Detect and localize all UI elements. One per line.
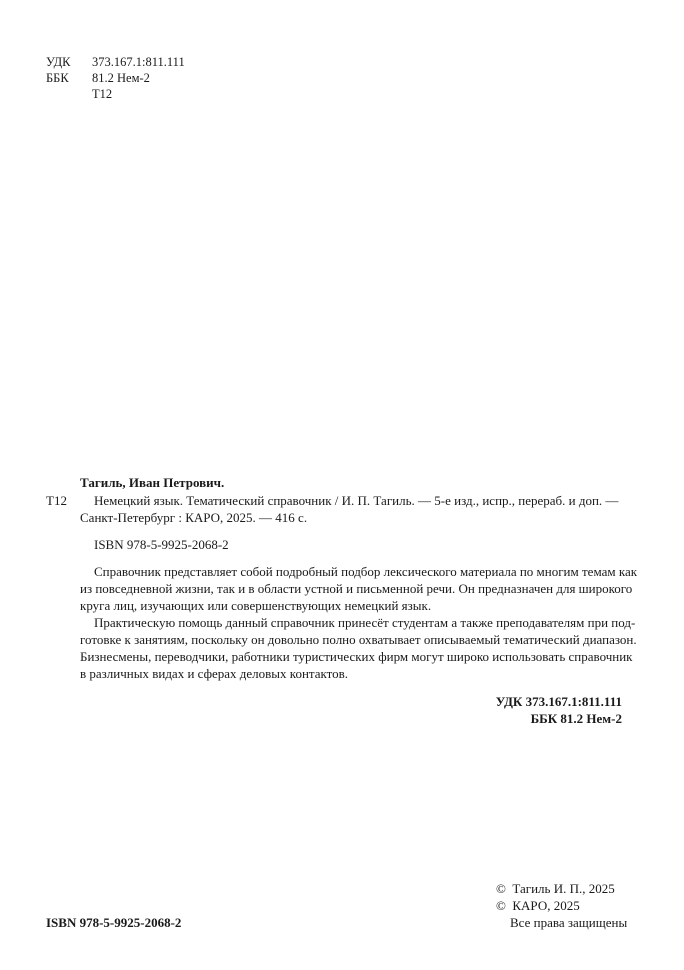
bbk-label: ББК: [46, 71, 69, 85]
author-heading: Тагиль, Иван Петрович.: [80, 475, 225, 490]
copyright-publisher: © КАРО, 2025: [496, 898, 580, 913]
annotation-line: в различных видах и сферах деловых контактов.: [80, 666, 349, 681]
annotation-line: Практическую помощь данный справочник принесёт студентам а также преподавателям при под-: [94, 615, 636, 630]
annotation-line: из повседневной жизни, так и в области устной и письменной речи. Он предназначен для широкого: [80, 581, 633, 596]
author-mark: Т12: [92, 87, 113, 101]
annotation-line: Бизнесмены, переводчики, работники туристических фирм могут широко использовать справочник: [80, 649, 633, 664]
footer-udk: УДК 373.167.1:811.111: [495, 694, 622, 709]
annotation-line: круга лиц, изучающих или совершенствующих немецкий язык.: [80, 598, 432, 613]
annotation-line: Справочник представляет собой подробный подбор лексического материала по многим темам как: [94, 564, 638, 579]
annotation-line: готовке к занятиям, поскольку он довольно полно охватывает описываемый тематический диапазон.: [80, 632, 637, 647]
catalog-mark: Т12: [46, 493, 67, 508]
footer-bbk: ББК 81.2 Нем-2: [530, 711, 622, 726]
catalog-title-line-1: Немецкий язык. Тематический справочник / И. П. Тагиль. — 5-е изд., испр., перераб. и доп. —: [94, 493, 619, 508]
footer-isbn: ISBN 978-5-9925-2068-2: [46, 915, 182, 930]
rights-reserved: Все права защищены: [510, 915, 628, 930]
udk-label: УДК: [46, 55, 71, 69]
udk-value: 373.167.1:811.111: [92, 55, 185, 69]
copyright-author: © Тагиль И. П., 2025: [496, 881, 615, 896]
catalog-title-line-2: Санкт-Петербург : КАРО, 2025. — 416 с.: [80, 510, 308, 525]
bbk-value: 81.2 Нем-2: [92, 71, 150, 85]
catalog-isbn: ISBN 978-5-9925-2068-2: [94, 537, 229, 552]
